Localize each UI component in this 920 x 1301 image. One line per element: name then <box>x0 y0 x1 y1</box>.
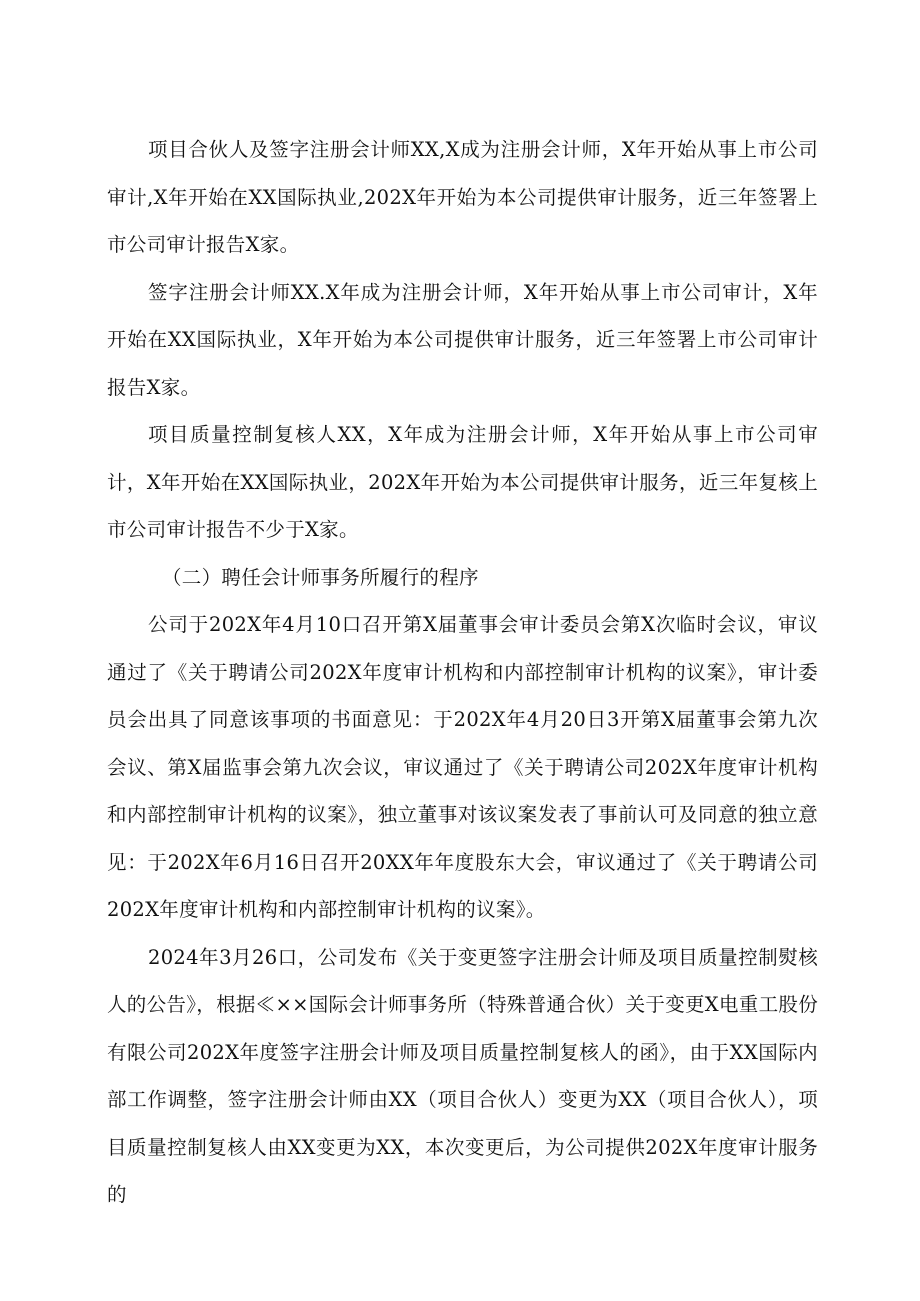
section-heading: （二）聘任会计师事务所履行的程序 <box>162 565 479 589</box>
paragraph-signing-accountant: 签字注册会计师XX.X年成为注册会计师，X年开始从事上市公司审计，X年开始在XX国际执业，X年开始为本公司提供审计服务，近三年签署上市公司审计报告X家。 <box>107 280 818 399</box>
paragraph-project-partner: 项目合伙人及签字注册会计师XX,X成为注册会计师，X年开始从事上市公司审计,X年开始在XX国际执业,202X年开始为本公司提供审计服务，近三年签署上市公司审计报告X家。 <box>107 138 818 256</box>
paragraph-change-announcement: 2024年3月26口，公司发布《关于变更签字注册会计师及项目质量控制熨核人的公告》，根据≪××国际会计师事务所（特殊普通合伙）关于变更X电重工股份有限公司202X年度签字注册会计师及项目质量控制复核人的函》，由于XX国际内部工作调整，签字注册会计师由XX（项目合伙人）变更为XX（项目合伙人），项目质量控制复核人由XX变更为XX，本次变更后，为公司提供202X年度审计服务的 <box>107 945 818 1206</box>
paragraph-quality-reviewer: 项目质量控制复核人XX，X年成为注册会计师，X年开始从事上市公司审计，X年开始在XX国际执业，202X年开始为本公司提供审计服务，近三年复核上市公司审计报告不少于X家。 <box>107 423 818 541</box>
paragraph-procedure: 公司于202X年4月10口召开第X届董事会审计委员会第X次临时会议，审议通过了《关于聘请公司202X年度审计机构和内部控制审计机构的议案》，审计委员会出具了同意该事项的书面意见：于202X年4月20日3开第X届董事会第九次会议、第X届监事会第九次会议，审议通过了《关于聘请公司202X年度审计机构和内部控制审计机构的议案》，独立董事对该议案发表了事前认可及同意的独立意见：于202X年6月16日召开20XX年年度股东大会，审议通过了《关于聘请公司202X年度审计机构和内部控制审计机构的议案》。 <box>107 613 818 921</box>
